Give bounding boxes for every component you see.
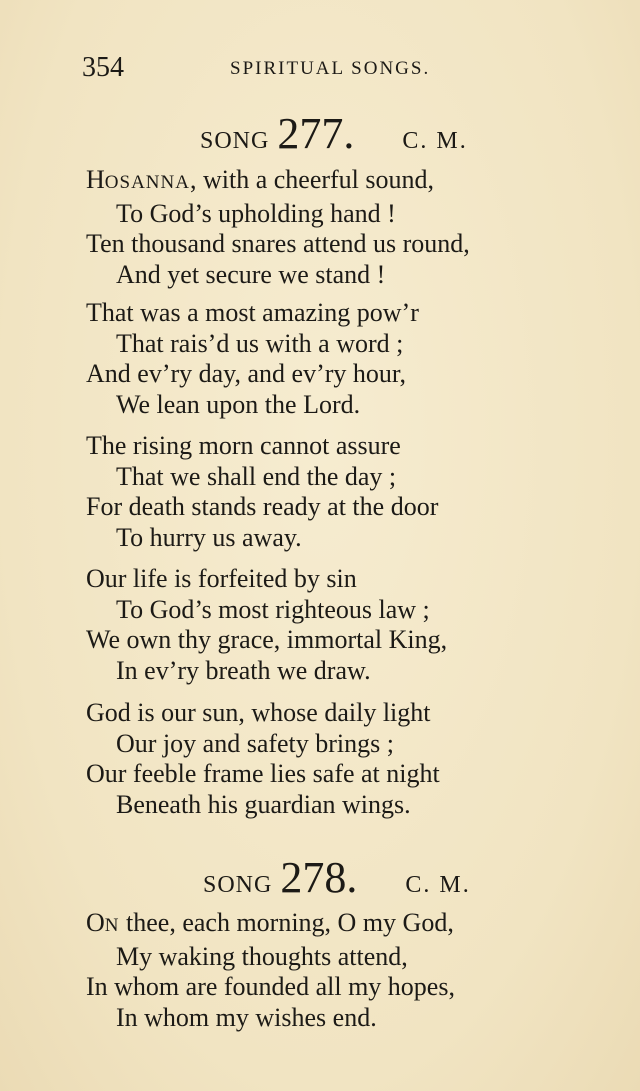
stanza bbox=[86, 165, 626, 290]
song-meter: C. M. bbox=[402, 128, 468, 154]
song-meter: C. M. bbox=[405, 872, 471, 898]
verse-line: For death stands ready at the door bbox=[86, 492, 439, 521]
verse-line: Our joy and safety brings ; bbox=[116, 728, 395, 758]
small-caps-text: OSANNA bbox=[104, 172, 190, 193]
verse-line: Beneath his guardian wings. bbox=[116, 789, 411, 819]
verse-line: To God’s upholding hand ! bbox=[116, 198, 396, 228]
line-text: , with a cheerful sound, bbox=[189, 165, 435, 194]
song-heading bbox=[0, 108, 640, 159]
running-title: SPIRITUAL SONGS. bbox=[230, 58, 431, 79]
verse-line: The rising morn cannot assure bbox=[86, 431, 401, 460]
verse-line: In whom my wishes end. bbox=[116, 1002, 377, 1032]
line-text: thee, each morning, O my God, bbox=[119, 908, 454, 937]
stanza bbox=[86, 698, 626, 820]
song-heading bbox=[0, 852, 640, 903]
verse-line: We lean upon the Lord. bbox=[116, 389, 361, 419]
verse-line: That rais’d us with a word ; bbox=[116, 328, 404, 358]
page-number: 354 bbox=[82, 52, 124, 83]
song-number: 278. bbox=[280, 853, 358, 902]
verse-line: That was a most amazing pow’r bbox=[86, 298, 419, 327]
verse-line: Our life is forfeited by sin bbox=[86, 564, 357, 593]
verse-line: That we shall end the day ; bbox=[116, 461, 397, 491]
song-number: 277. bbox=[277, 109, 355, 158]
stanza bbox=[86, 908, 626, 1033]
song-label: SONG bbox=[203, 872, 273, 898]
verse-line: In whom are founded all my hopes, bbox=[86, 972, 455, 1001]
stanza bbox=[86, 298, 626, 420]
verse-line: And ev’ry day, and ev’ry hour, bbox=[86, 359, 406, 388]
verse-line: My waking thoughts attend, bbox=[116, 941, 408, 971]
verse-line: We own thy grace, immortal King, bbox=[86, 625, 448, 654]
small-caps-text: N bbox=[104, 915, 120, 936]
stanza bbox=[86, 564, 626, 686]
drop-initial: H bbox=[86, 165, 105, 194]
running-head bbox=[82, 52, 502, 86]
drop-initial: O bbox=[86, 908, 105, 937]
verse-line: Ten thousand snares attend us round, bbox=[86, 229, 470, 258]
verse-line: And yet secure we stand ! bbox=[116, 259, 386, 289]
verse-line: To God’s most righteous law ; bbox=[116, 594, 430, 624]
verse-line: In ev’ry breath we draw. bbox=[116, 655, 371, 685]
stanza bbox=[86, 431, 626, 553]
verse-line bbox=[86, 165, 626, 199]
verse-line: Our feeble frame lies safe at night bbox=[86, 759, 440, 788]
song-label: SONG bbox=[200, 128, 270, 154]
verse-line bbox=[86, 908, 626, 942]
verse-line: God is our sun, whose daily light bbox=[86, 698, 431, 727]
verse-line: To hurry us away. bbox=[116, 522, 302, 552]
